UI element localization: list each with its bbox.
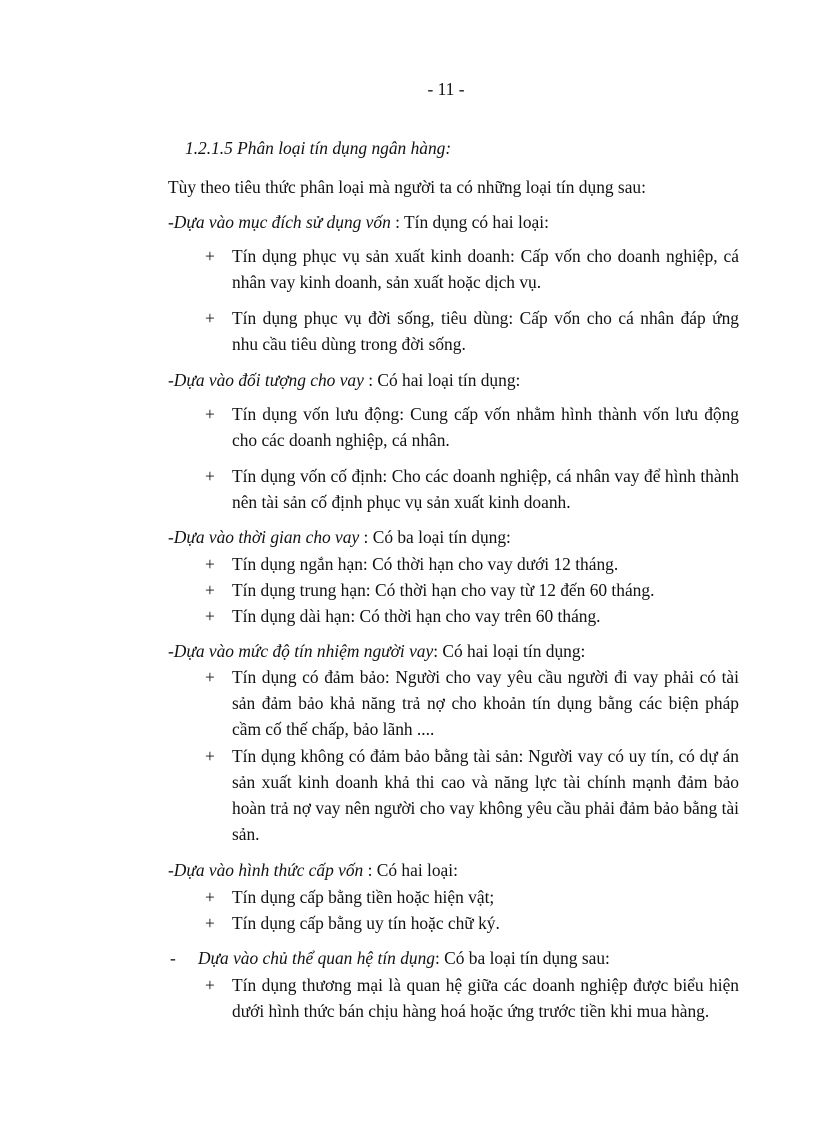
plus-bullet: + bbox=[205, 606, 215, 626]
dash-prefix: - bbox=[168, 370, 174, 390]
list-item-text: Tín dụng cấp bằng tiền hoặc hiện vật; bbox=[232, 887, 495, 907]
criterion-title: Dựa vào thời gian cho vay bbox=[173, 527, 360, 547]
plus-bullet: + bbox=[205, 308, 215, 328]
dash-prefix: - bbox=[168, 212, 174, 232]
dash-prefix: - bbox=[168, 860, 174, 880]
criterion-title: Dựa vào hình thức cấp vốn bbox=[173, 860, 364, 880]
list-item-text: Tín dụng vốn lưu động: Cung cấp vốn nhằm hình thành vốn lưu động cho các doanh nghiệp, cá nhân. bbox=[232, 404, 739, 450]
plus-bullet: + bbox=[205, 913, 215, 933]
plus-bullet: + bbox=[205, 404, 215, 424]
list-item-text: Tín dụng ngắn hạn: Có thời hạn cho vay dưới 12 tháng. bbox=[232, 554, 619, 574]
criterion-title: Dựa vào mục đích sử dụng vốn bbox=[173, 212, 391, 232]
criterion-line bbox=[168, 638, 585, 664]
plus-bullet: + bbox=[205, 246, 215, 266]
criterion-line bbox=[168, 209, 549, 235]
criterion-line bbox=[168, 524, 511, 550]
criterion-rest: : Có hai loại tín dụng: bbox=[433, 641, 586, 661]
criterion-rest: : Có hai loại: bbox=[363, 860, 458, 880]
dash-prefix: - bbox=[168, 527, 174, 547]
list-item-text: Tín dụng thương mại là quan hệ giữa các doanh nghiệp được biểu hiện dưới hình thức bán chịu hàng hoá hoặc ứng trước tiền khi mua hàng. bbox=[232, 975, 739, 1021]
criterion-rest: : Có ba loại tín dụng sau: bbox=[434, 948, 610, 968]
section-heading: 1.2.1.5 Phân loại tín dụng ngân hàng: bbox=[185, 138, 452, 158]
plus-bullet: + bbox=[205, 975, 215, 995]
criterion-line bbox=[168, 367, 520, 393]
criterion-title: Dựa vào đối tượng cho vay bbox=[173, 370, 364, 390]
list-item-text: Tín dụng không có đảm bảo bằng tài sản: Người vay có uy tín, có dự án sản xuất kinh doanh khả thi cao và năng lực tài chính mạnh đảm bảo hoàn trả nợ vay nên người cho vay không yêu cầu phải đảm bảo bằng tài sản. bbox=[232, 746, 739, 844]
criterion-rest: : Có hai loại tín dụng: bbox=[363, 370, 521, 390]
list-item-text: Tín dụng phục vụ đời sống, tiêu dùng: Cấp vốn cho cá nhân đáp ứng nhu cầu tiêu dùng trong đời sống. bbox=[232, 308, 739, 354]
plus-bullet: + bbox=[205, 554, 215, 574]
plus-bullet: + bbox=[205, 887, 215, 907]
intro-paragraph: Tùy theo tiêu thức phân loại mà người ta có những loại tín dụng sau: bbox=[168, 177, 646, 197]
plus-bullet: + bbox=[205, 667, 215, 687]
plus-bullet: + bbox=[205, 580, 215, 600]
criterion-title: Dựa vào chủ thể quan hệ tín dụng bbox=[198, 948, 435, 968]
criterion-line bbox=[170, 945, 610, 971]
criterion-rest: : Có ba loại tín dụng: bbox=[359, 527, 511, 547]
criterion-line bbox=[168, 857, 458, 883]
dash-prefix: - bbox=[168, 641, 174, 661]
plus-bullet: + bbox=[205, 466, 215, 486]
list-item-text: Tín dụng vốn cố định: Cho các doanh nghiệp, cá nhân vay để hình thành nên tài sản cố định phục vụ sản xuất kinh doanh. bbox=[232, 466, 739, 512]
list-item-text: Tín dụng cấp bằng uy tín hoặc chữ ký. bbox=[232, 913, 500, 933]
list-item-text: Tín dụng trung hạn: Có thời hạn cho vay từ 12 đến 60 tháng. bbox=[232, 580, 655, 600]
list-item-text: Tín dụng phục vụ sản xuất kinh doanh: Cấp vốn cho doanh nghiệp, cá nhân vay kinh doanh, sản xuất hoặc dịch vụ. bbox=[232, 246, 739, 292]
criterion-title: Dựa vào mức độ tín nhiệm người vay bbox=[173, 641, 434, 661]
list-item-text: Tín dụng có đảm bảo: Người cho vay yêu cầu người đi vay phải có tài sản đảm bảo khả năng trả nợ cho khoản tín dụng bằng các biện pháp cầm cố thế chấp, bảo lãnh .... bbox=[232, 667, 739, 739]
list-item-text: Tín dụng dài hạn: Có thời hạn cho vay trên 60 tháng. bbox=[232, 606, 601, 626]
criterion-rest: : Tín dụng có hai loại: bbox=[390, 212, 549, 232]
dash-prefix: - bbox=[170, 948, 176, 968]
page-number: - 11 - bbox=[427, 79, 465, 99]
plus-bullet: + bbox=[205, 746, 215, 766]
